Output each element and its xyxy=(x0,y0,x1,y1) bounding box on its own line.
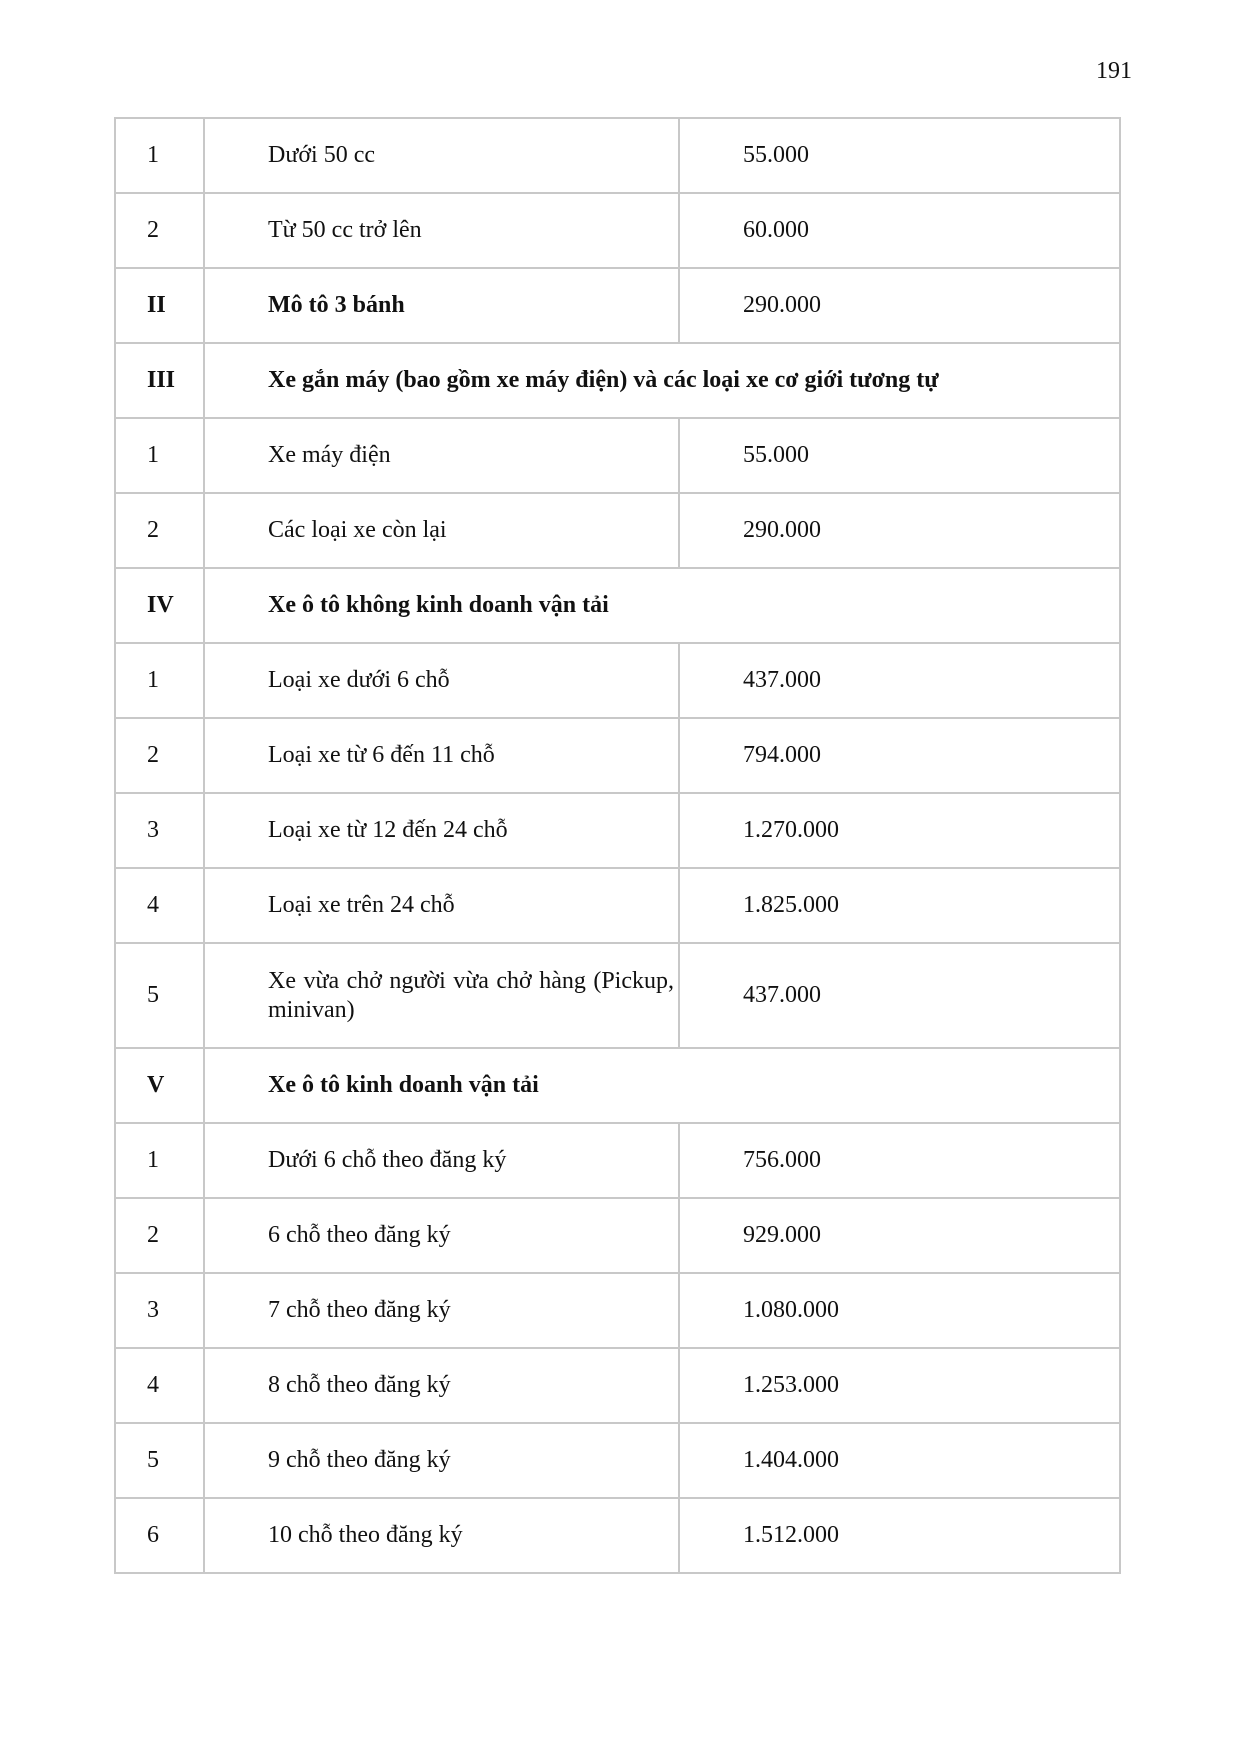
vehicle-type: 7 chỗ theo đăng ký xyxy=(204,1273,679,1348)
section-row xyxy=(115,1048,1120,1123)
row-number: 1 xyxy=(115,1123,204,1198)
vehicle-type: 6 chỗ theo đăng ký xyxy=(204,1198,679,1273)
row-number: 6 xyxy=(115,1498,204,1573)
section-title: Xe ô tô không kinh doanh vận tải xyxy=(204,568,1120,643)
fee-value: 929.000 xyxy=(679,1198,1120,1273)
section-number: II xyxy=(115,268,204,343)
vehicle-type: Xe máy điện xyxy=(204,418,679,493)
table-row xyxy=(115,118,1120,193)
fee-value: 55.000 xyxy=(679,418,1120,493)
fee-value: 437.000 xyxy=(679,643,1120,718)
vehicle-type: Từ 50 cc trở lên xyxy=(204,193,679,268)
fee-value: 756.000 xyxy=(679,1123,1120,1198)
table-row xyxy=(115,1273,1120,1348)
vehicle-type: Dưới 6 chỗ theo đăng ký xyxy=(204,1123,679,1198)
section-number: IV xyxy=(115,568,204,643)
table-row xyxy=(115,718,1120,793)
table-row xyxy=(115,793,1120,868)
fee-value: 437.000 xyxy=(679,943,1120,1048)
section-row xyxy=(115,568,1120,643)
table-row xyxy=(115,943,1120,1048)
fee-value: 1.270.000 xyxy=(679,793,1120,868)
row-number: 3 xyxy=(115,793,204,868)
section-row xyxy=(115,268,1120,343)
table-row xyxy=(115,1123,1120,1198)
row-number: 4 xyxy=(115,868,204,943)
vehicle-type: Dưới 50 cc xyxy=(204,118,679,193)
insurance-fee-table xyxy=(114,117,1121,1574)
vehicle-type: 9 chỗ theo đăng ký xyxy=(204,1423,679,1498)
table-row xyxy=(115,493,1120,568)
fee-value: 60.000 xyxy=(679,193,1120,268)
row-number: 2 xyxy=(115,1198,204,1273)
table-row xyxy=(115,1198,1120,1273)
fee-value: 1.404.000 xyxy=(679,1423,1120,1498)
section-title: Xe ô tô kinh doanh vận tải xyxy=(204,1048,1120,1123)
row-number: 5 xyxy=(115,943,204,1048)
section-row xyxy=(115,343,1120,418)
row-number: 1 xyxy=(115,118,204,193)
fee-value: 1.512.000 xyxy=(679,1498,1120,1573)
vehicle-type: Loại xe dưới 6 chỗ xyxy=(204,643,679,718)
row-number: 2 xyxy=(115,493,204,568)
row-number: 1 xyxy=(115,643,204,718)
vehicle-type: 10 chỗ theo đăng ký xyxy=(204,1498,679,1573)
section-title: Mô tô 3 bánh xyxy=(204,268,679,343)
row-number: 2 xyxy=(115,718,204,793)
fee-value: 55.000 xyxy=(679,118,1120,193)
table-row xyxy=(115,418,1120,493)
section-number: III xyxy=(115,343,204,418)
vehicle-type: Loại xe từ 6 đến 11 chỗ xyxy=(204,718,679,793)
table-row xyxy=(115,643,1120,718)
row-number: 2 xyxy=(115,193,204,268)
table-row xyxy=(115,1423,1120,1498)
vehicle-type: Loại xe trên 24 chỗ xyxy=(204,868,679,943)
fee-value: 290.000 xyxy=(679,493,1120,568)
vehicle-type: Loại xe từ 12 đến 24 chỗ xyxy=(204,793,679,868)
table-row xyxy=(115,868,1120,943)
vehicle-type: Các loại xe còn lại xyxy=(204,493,679,568)
fee-value: 1.253.000 xyxy=(679,1348,1120,1423)
table-row xyxy=(115,1348,1120,1423)
row-number: 4 xyxy=(115,1348,204,1423)
fee-value: 1.825.000 xyxy=(679,868,1120,943)
fee-value: 1.080.000 xyxy=(679,1273,1120,1348)
vehicle-type: Xe vừa chở người vừa chở hàng (Pickup, minivan) xyxy=(204,943,679,1048)
vehicle-type: 8 chỗ theo đăng ký xyxy=(204,1348,679,1423)
fee-value: 290.000 xyxy=(679,268,1120,343)
table-row xyxy=(115,1498,1120,1573)
row-number: 1 xyxy=(115,418,204,493)
page-number: 191 xyxy=(1096,58,1132,84)
section-number: V xyxy=(115,1048,204,1123)
section-title: Xe gắn máy (bao gồm xe máy điện) và các loại xe cơ giới tương tự xyxy=(204,343,1120,418)
row-number: 5 xyxy=(115,1423,204,1498)
row-number: 3 xyxy=(115,1273,204,1348)
table-row xyxy=(115,193,1120,268)
fee-value: 794.000 xyxy=(679,718,1120,793)
